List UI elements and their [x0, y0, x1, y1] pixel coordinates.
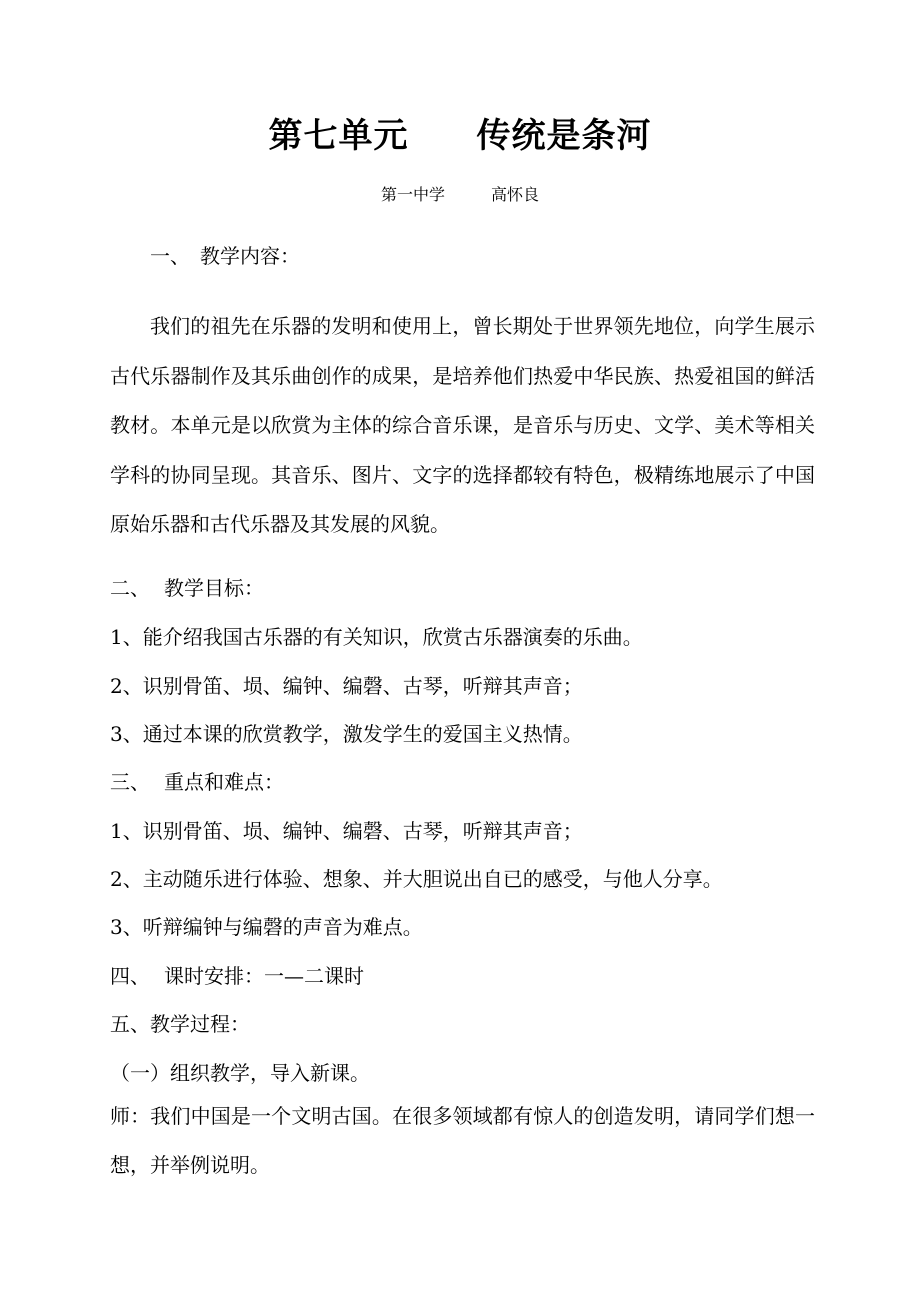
- section-number: 三、: [110, 770, 150, 794]
- section-number: 一、: [150, 244, 190, 268]
- author-school: 第一中学: [380, 185, 445, 204]
- section-heading-content: [150, 240, 300, 269]
- content-paragraph: 我们的祖先在乐器的发明和使用上，曾长期处于世界领先地位，向学生展示古代乐器制作及其乐曲创作的成果，是培养他们热爱中华民族、热爱祖国的鲜活教材。本单元是以欣赏为主体的综合音乐课，是音乐与历史、文学、美术等相关学科的协同呈现。其音乐、图片、文字的选择都较有特色，极精练地展示了中国原始乐器和古代乐器及其发展的风貌。: [110, 314, 815, 536]
- document-title: [0, 108, 920, 157]
- author-name: 高怀良: [491, 185, 540, 204]
- goal-item: 1、能介绍我国古乐器的有关知识，欣赏古乐器演奏的乐曲。: [110, 625, 643, 649]
- section-number: 二、: [110, 576, 150, 600]
- author-line: [0, 182, 920, 205]
- title-unit: 第七单元: [268, 116, 409, 156]
- section-title: 教学内容：: [200, 244, 300, 268]
- title-topic: 传统是条河: [476, 116, 652, 156]
- keypoint-item: 2、主动随乐进行体验、想象、并大胆说出自已的感受，与他人分享。: [110, 867, 723, 891]
- goal-item: 3、通过本课的欣赏教学，激发学生的爱国主义热情。: [110, 722, 583, 746]
- section-heading-process: 五、教学过程：: [110, 1012, 250, 1036]
- teacher-paragraph: 师：我们中国是一个文明古国。在很多领域都有惊人的创造发明，请同学们想一想，并举例说明。: [110, 1104, 815, 1177]
- section-number: 四、: [110, 964, 150, 988]
- section-title: 课时安排：一—二课时: [164, 964, 364, 988]
- subsection-heading: （一）组织教学，导入新课。: [110, 1061, 370, 1085]
- section-heading-keypoints: [110, 766, 284, 795]
- keypoint-item: 1、识别骨笛、埙、编钟、编磬、古琴，听辩其声音；: [110, 819, 583, 843]
- section-heading-goals: [110, 572, 264, 601]
- keypoint-item: 3、听辩编钟与编磬的声音为难点。: [110, 915, 423, 939]
- goal-item: 2、识别骨笛、埙、编钟、编磬、古琴，听辩其声音；: [110, 674, 583, 698]
- section-title: 教学目标：: [164, 576, 264, 600]
- section-heading-schedule: [110, 960, 364, 989]
- section-title: 重点和难点：: [164, 770, 284, 794]
